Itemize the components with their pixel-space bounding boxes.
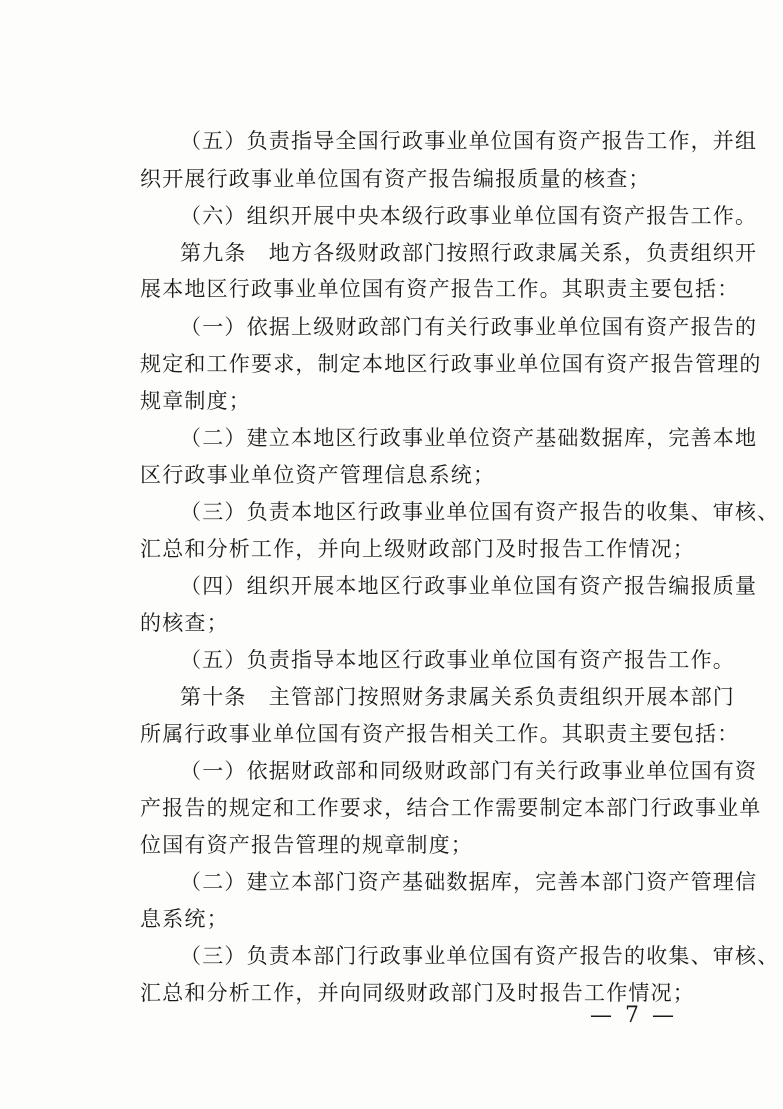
text-line: 汇总和分析工作，并向上级财政部门及时报告工作情况； <box>140 537 695 561</box>
text-line: 汇总和分析工作，并向同级财政部门及时报告工作情况； <box>140 981 695 1005</box>
text-line: （三）负责本部门行政事业单位国有资产报告的收集、审核、 <box>180 944 780 968</box>
text-line: （二）建立本地区行政事业单位资产基础数据库，完善本地 <box>180 426 758 450</box>
page-number: — 7 — <box>590 1003 677 1028</box>
text-line: 产报告的规定和工作要求，结合工作需要制定本部门行政事业单 <box>140 796 762 820</box>
article-heading-line: 第十条 主管部门按照财务隶属关系负责组织开展本部门 <box>180 685 735 709</box>
article-heading-line: 第九条 地方各级财政部门按照行政隶属关系，负责组织开 <box>180 241 758 265</box>
text-line: （五）负责指导全国行政事业单位国有资产报告工作，并组 <box>180 129 758 153</box>
text-line: （一）依据上级财政部门有关行政事业单位国有资产报告的 <box>180 315 758 339</box>
text-line: 所属行政事业单位国有资产报告相关工作。其职责主要包括： <box>140 722 740 746</box>
text-line: 规章制度； <box>140 389 251 413</box>
text-line: （六）组织开展中央本级行政事业单位国有资产报告工作。 <box>180 204 758 228</box>
text-line: 息系统； <box>140 907 229 931</box>
text-line: （二）建立本部门资产基础数据库，完善本部门资产管理信 <box>180 870 758 894</box>
text-line: （一）依据财政部和同级财政部门有关行政事业单位国有资 <box>180 759 758 783</box>
text-line: 位国有资产报告管理的规章制度； <box>140 833 473 857</box>
text-line: 的核查； <box>140 611 229 635</box>
text-line: （五）负责指导本地区行政事业单位国有资产报告工作。 <box>180 648 735 672</box>
text-line: 规定和工作要求，制定本地区行政事业单位国有资产报告管理的 <box>140 352 762 376</box>
text-line: 展本地区行政事业单位国有资产报告工作。其职责主要包括： <box>140 277 740 301</box>
text-line: （四）组织开展本地区行政事业单位国有资产报告编报质量 <box>180 574 758 598</box>
text-line: 织开展行政事业单位国有资产报告编报质量的核查； <box>140 167 651 191</box>
text-line: 区行政事业单位资产管理信息系统； <box>140 463 496 487</box>
text-line: （三）负责本地区行政事业单位国有资产报告的收集、审核、 <box>180 500 780 524</box>
